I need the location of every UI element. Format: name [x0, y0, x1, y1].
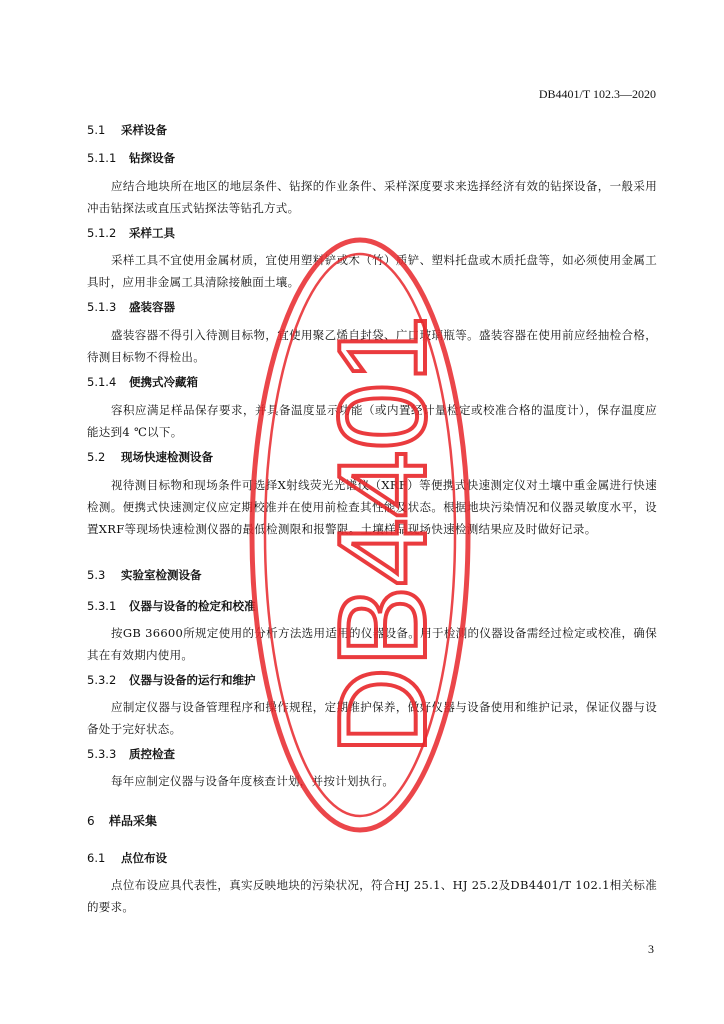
- heading-6: [87, 812, 157, 829]
- section-title: 钻探设备: [129, 151, 175, 165]
- paragraph-6-1: 点位布设应具代表性，真实反映地块的污染状况，符合HJ 25.1、HJ 25.2及DB4401/T 102.1相关标准的要求。: [87, 878, 657, 914]
- section-title: 采样工具: [129, 226, 175, 240]
- section-number: 5.3.2: [87, 673, 117, 687]
- section-number: 5.3.3: [87, 747, 117, 761]
- section-number: 6.1: [87, 851, 106, 865]
- section-title: 便携式冷藏箱: [129, 375, 198, 389]
- section-title: 仪器与设备的运行和维护: [129, 673, 256, 687]
- heading-5-3-3: [87, 746, 175, 762]
- paragraph-5-3-2: 应制定仪器与设备管理程序和操作规程，定期维护保养，做好仪器与设备使用和维护记录，保证仪器与设备处于完好状态。: [87, 700, 657, 736]
- section-number: 5.2: [87, 450, 106, 464]
- heading-5-3-1: [87, 598, 256, 614]
- paragraph-5-1-3: 盛装容器不得引入待测目标物，宜使用聚乙烯自封袋、广口玻璃瓶等。盛装容器在使用前应经抽检合格，待测目标物不得检出。: [87, 328, 657, 364]
- section-title: 样品采集: [109, 814, 158, 828]
- heading-5-1-4: [87, 374, 198, 390]
- section-title: 质控检查: [129, 747, 175, 761]
- section-number: 5.1: [87, 123, 106, 137]
- section-title: 采样设备: [121, 123, 167, 137]
- section-number: 5.1.3: [87, 300, 117, 314]
- heading-5-1-1: [87, 150, 175, 166]
- paragraph-5-3-1: 按GB 36600所规定使用的分析方法选用适用的仪器设备。用于检测的仪器设备需经过检定或校准，确保其在有效期内使用。: [87, 626, 657, 662]
- document-id: DB4401/T 102.3—2020: [538, 87, 656, 101]
- heading-5-1: [87, 122, 167, 138]
- heading-5-3-2: [87, 672, 256, 688]
- stamp-text: DB4401: [313, 306, 452, 755]
- section-number: 6: [87, 814, 95, 828]
- section-number: 5.3.1: [87, 599, 117, 613]
- section-title: 仪器与设备的检定和校准: [129, 599, 256, 613]
- heading-5-2: [87, 449, 213, 465]
- section-title: 实验室检测设备: [121, 568, 202, 582]
- heading-5-3: [87, 567, 202, 583]
- paragraph-5-1-4: 容积应满足样品保存要求，并具备温度显示功能（或内置经计量检定或校准合格的温度计），保存温度应能达到4 ℃以下。: [87, 403, 657, 439]
- heading-6-1: [87, 850, 167, 866]
- paragraph-5-1-2: 采样工具不宜使用金属材质，宜使用塑料铲或木（竹）质铲、塑料托盘或木质托盘等，如必须使用金属工具时，应用非金属工具清除接触面土壤。: [87, 253, 657, 289]
- section-title: 盛装容器: [129, 300, 175, 314]
- section-title: 现场快速检测设备: [121, 450, 213, 464]
- section-number: 5.1.1: [87, 151, 117, 165]
- heading-5-1-3: [87, 299, 175, 315]
- paragraph-5-2: 视待测目标物和现场条件可选择X射线荧光光谱仪（XRF）等便携式快速测定仪对土壤中重金属进行快速检测。便携式快速测定仪应定期校准并在使用前检查其性能及状态。根据地块污染情况和仪器灵敏度水平，设置XRF等现场快速检测仪器的最低检测限和报警限。土壤样品现场快速检测结果应及时做好记录。: [87, 478, 657, 536]
- page-number: 3: [648, 942, 654, 956]
- paragraph-5-3-3: 每年应制定仪器与设备年度核查计划，并按计划执行。: [111, 774, 395, 788]
- section-title: 点位布设: [121, 851, 167, 865]
- section-number: 5.1.2: [87, 226, 117, 240]
- section-number: 5.3: [87, 568, 106, 582]
- section-number: 5.1.4: [87, 375, 117, 389]
- paragraph-5-1-1: 应结合地块所在地区的地层条件、钻探的作业条件、采样深度要求来选择经济有效的钻探设备，一般采用冲击钻探法或直压式钻探法等钻孔方式。: [87, 179, 657, 215]
- heading-5-1-2: [87, 225, 175, 241]
